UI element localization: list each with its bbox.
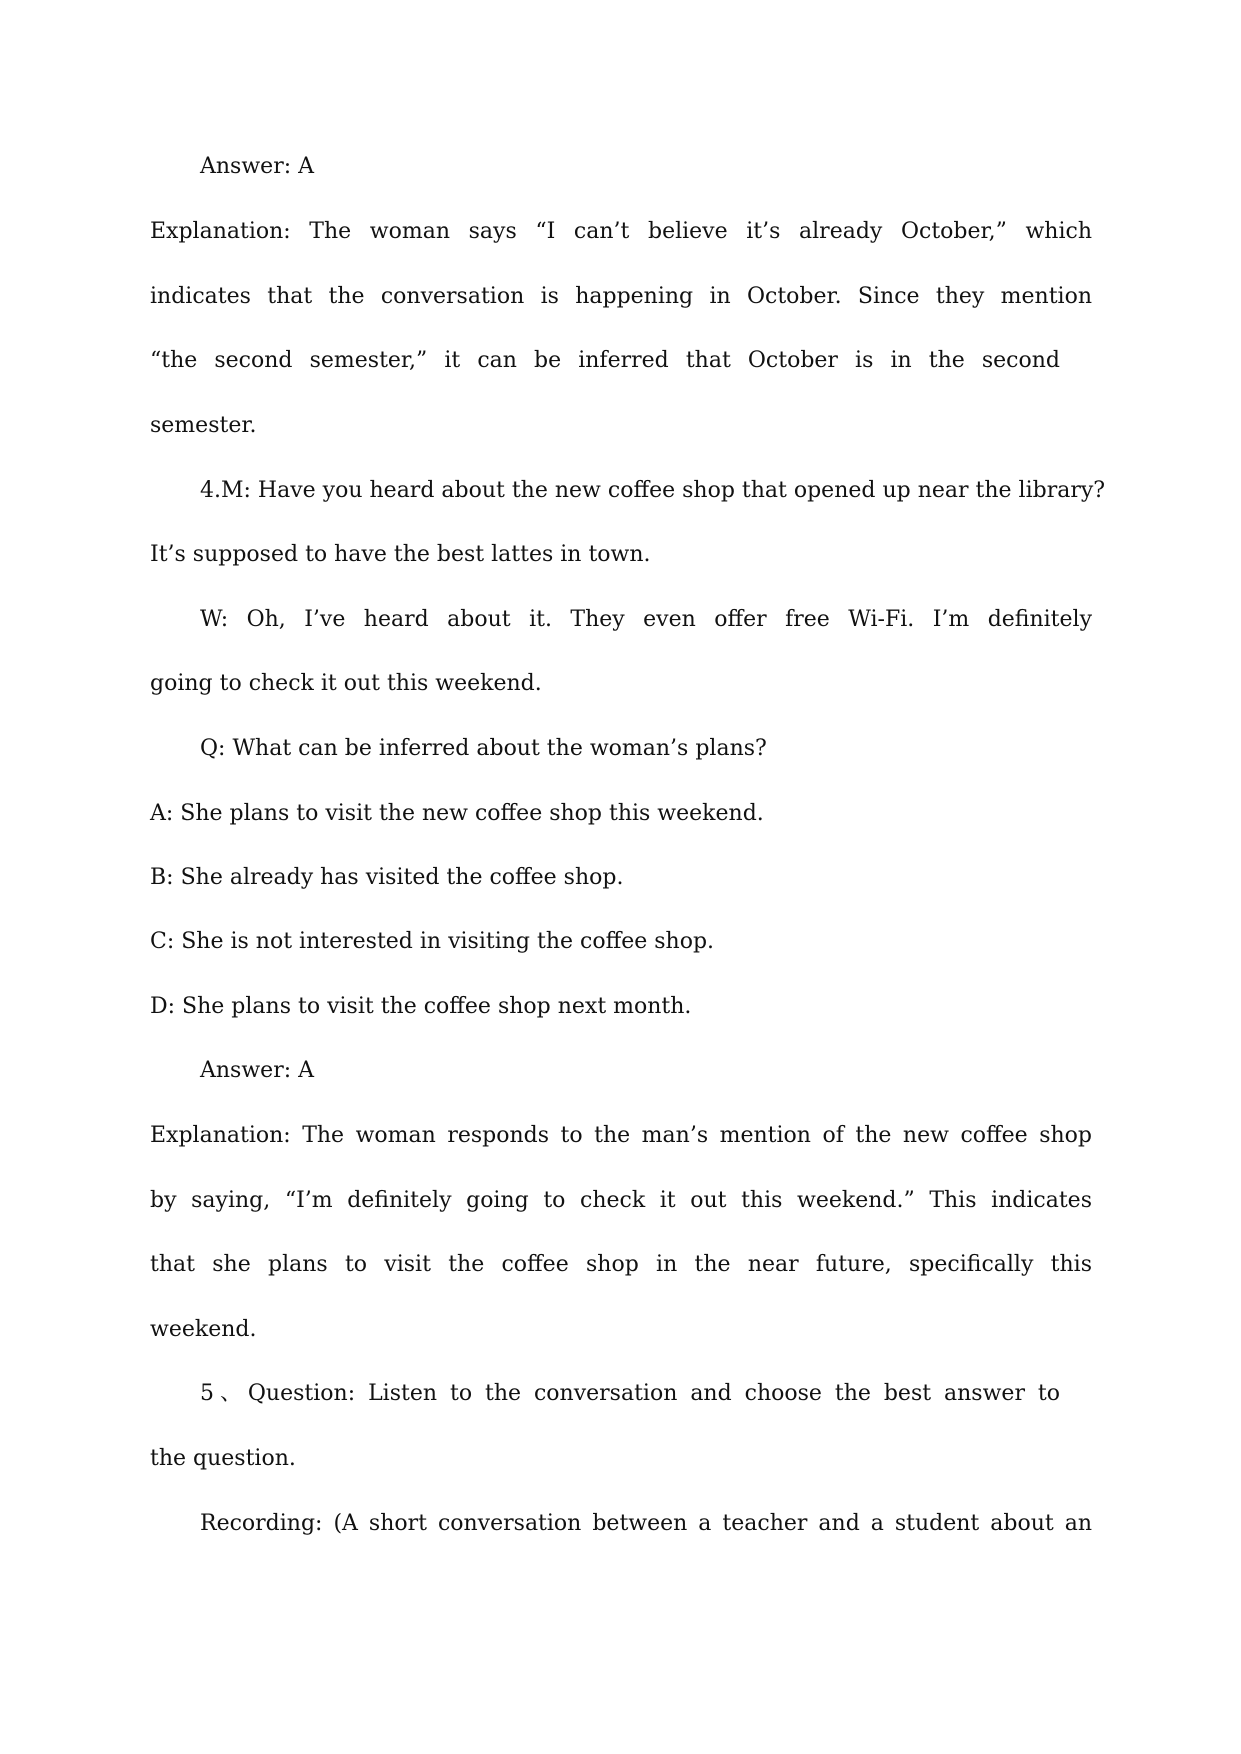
recording-line: Recording: (A short conversation between a teacher and a student about an	[200, 1511, 1092, 1536]
dialogue-line: It’s supposed to have the best lattes in town.	[150, 542, 651, 567]
answer-line: Answer: A	[200, 154, 315, 179]
dialogue-line: W: Oh, I’ve heard about it. They even offer free Wi-Fi. I’m definitely	[200, 607, 1092, 632]
explanation-line: weekend.	[150, 1317, 257, 1342]
explanation-line: Explanation: The woman responds to the man’s mention of the new coffee shop	[150, 1123, 1092, 1148]
explanation-line: that she plans to visit the coffee shop in the near future, specifically this	[150, 1252, 1092, 1277]
explanation-line: by saying, “I’m definitely going to check it out this weekend.” This indicates	[150, 1188, 1092, 1213]
explanation-line: semester.	[150, 413, 257, 438]
dialogue-line: 4.M: Have you heard about the new coffee shop that opened up near the library?	[200, 478, 1106, 503]
question-line: 5、Question: Listen to the conversation and choose the best answer to	[200, 1381, 1060, 1406]
question-line: Q: What can be inferred about the woman’s plans?	[200, 736, 767, 761]
option-a: A: She plans to visit the new coffee shop this weekend.	[150, 801, 764, 826]
explanation-line: indicates that the conversation is happening in October. Since they mention	[150, 284, 1092, 309]
option-c: C: She is not interested in visiting the coffee shop.	[150, 929, 715, 954]
option-d: D: She plans to visit the coffee shop next month.	[150, 994, 692, 1019]
answer-line: Answer: A	[200, 1058, 315, 1083]
option-b: B: She already has visited the coffee shop.	[150, 865, 624, 890]
explanation-line: “the second semester,” it can be inferred that October is in the second	[150, 348, 1060, 373]
dialogue-line: going to check it out this weekend.	[150, 671, 542, 696]
explanation-line: Explanation: The woman says “I can’t believe it’s already October,” which	[150, 219, 1092, 244]
question-line: the question.	[150, 1446, 296, 1471]
